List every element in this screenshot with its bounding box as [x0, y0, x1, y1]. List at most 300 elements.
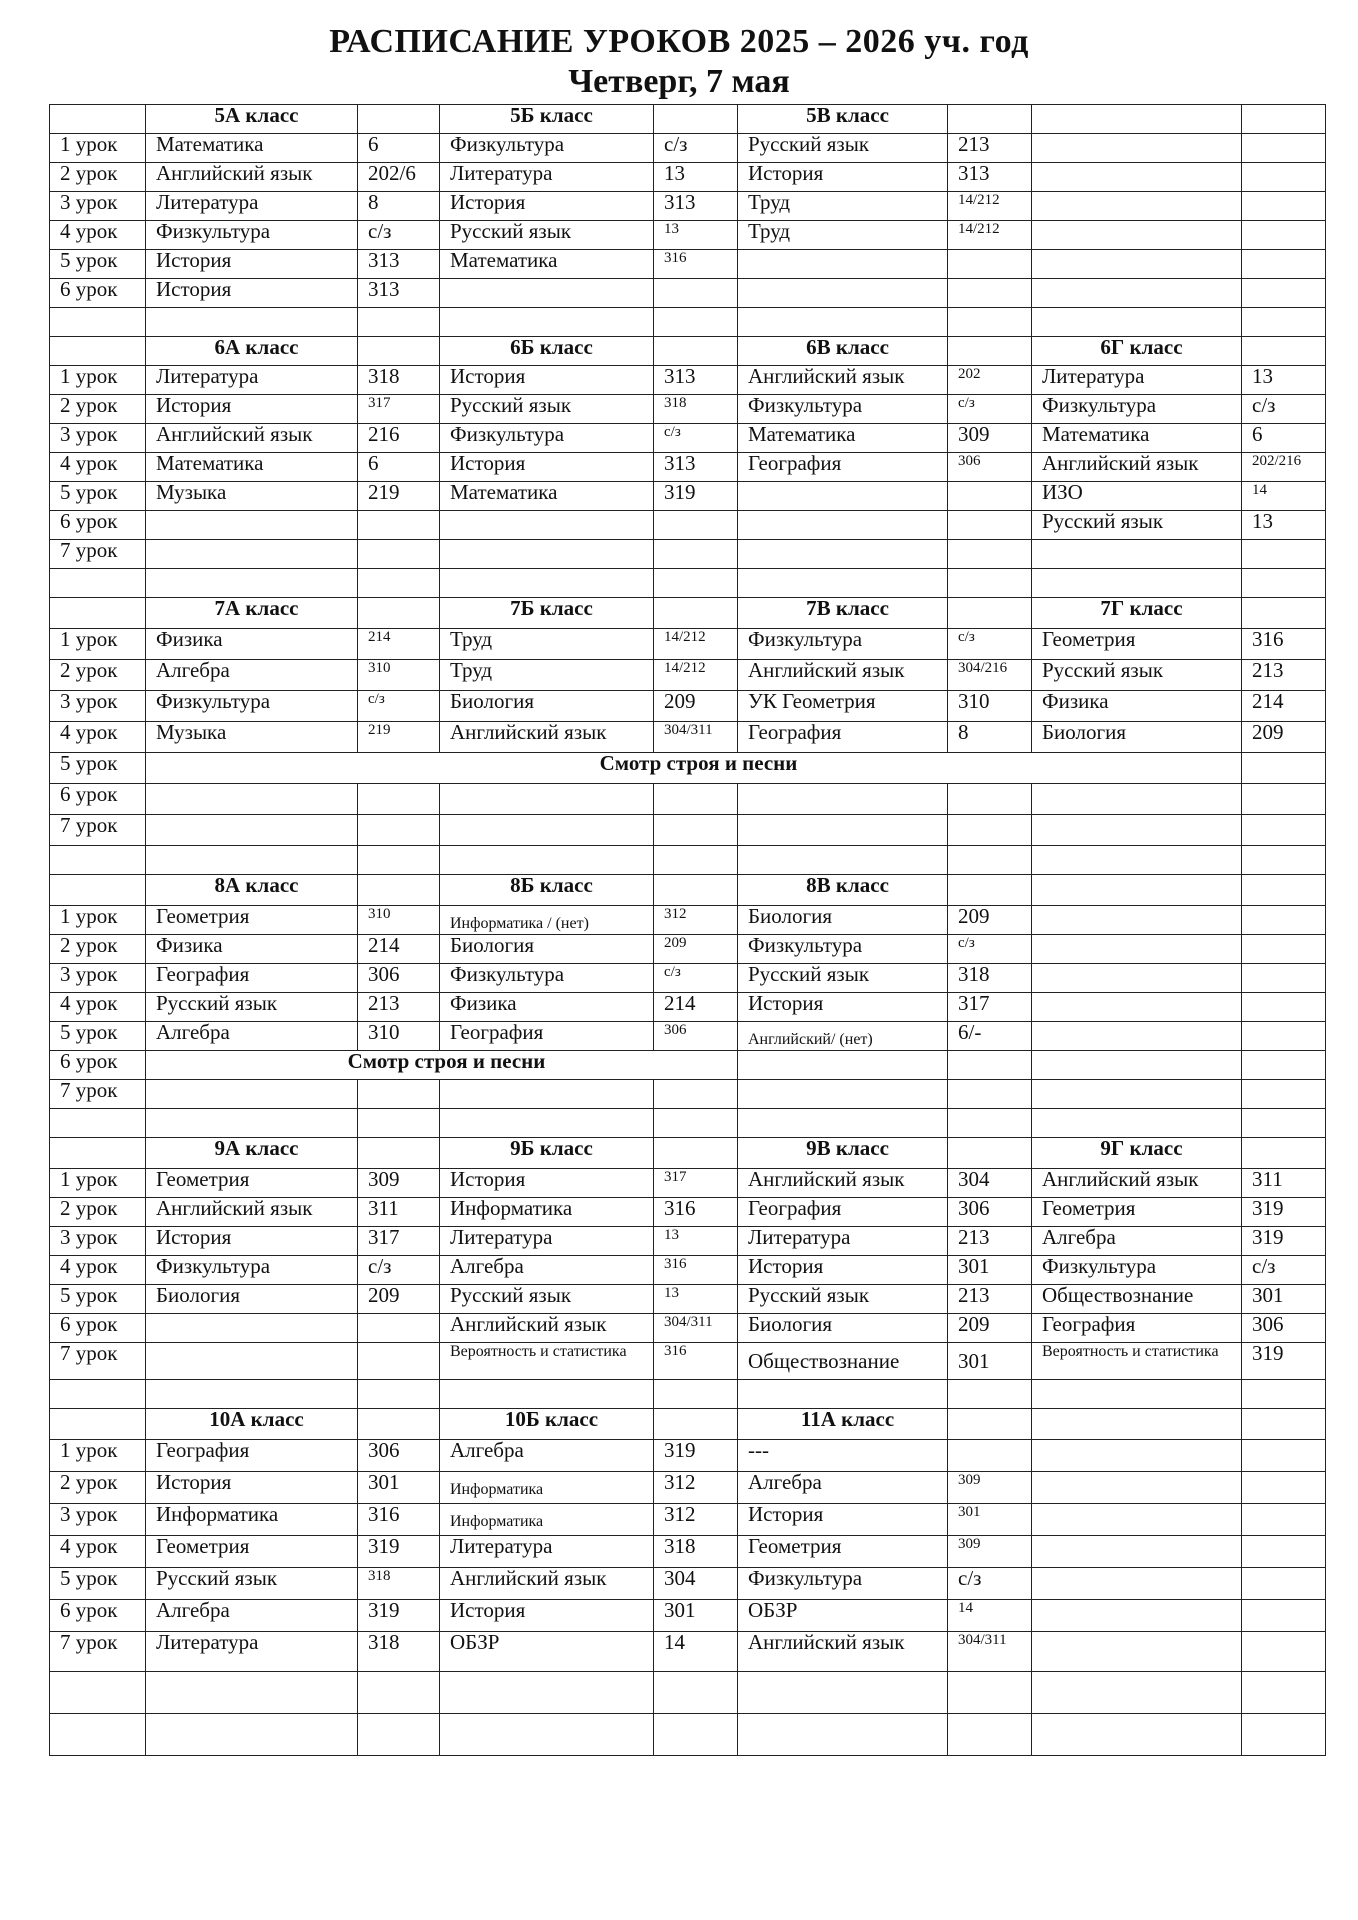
header-room-cell — [654, 105, 738, 134]
spacer-row — [50, 308, 1326, 337]
room-cell — [358, 1343, 440, 1380]
lesson-number: 3 урок — [50, 1227, 146, 1256]
header-room-cell — [358, 105, 440, 134]
room-cell: 213 — [948, 134, 1032, 163]
empty-cell — [738, 1380, 948, 1409]
room-cell — [948, 511, 1032, 540]
lesson-number: 6 урок — [50, 511, 146, 540]
empty-cell — [440, 1672, 654, 1714]
header-room-cell — [654, 1138, 738, 1169]
header-room-cell — [948, 337, 1032, 366]
lesson-row — [50, 163, 1326, 192]
class-header-row — [50, 105, 1326, 134]
empty-cell — [440, 308, 654, 337]
room-cell: 301 — [1242, 1285, 1326, 1314]
subject-cell — [146, 540, 358, 569]
subject-cell — [440, 784, 654, 815]
subject-cell: Русский язык — [1032, 660, 1242, 691]
subject-cell: Английский язык — [738, 660, 948, 691]
empty-cell — [146, 308, 358, 337]
subject-cell: Литература — [146, 192, 358, 221]
empty-cell — [1032, 308, 1242, 337]
empty-cell — [738, 1714, 948, 1756]
lesson-row — [50, 1198, 1326, 1227]
room-cell — [1242, 1440, 1326, 1472]
subject-cell: Русский язык — [440, 395, 654, 424]
subject-cell: История — [440, 453, 654, 482]
empty-cell — [440, 1109, 654, 1138]
lesson-row — [50, 660, 1326, 691]
subject-cell — [146, 511, 358, 540]
subject-cell: История — [440, 192, 654, 221]
subject-cell: Русский язык — [1032, 511, 1242, 540]
lesson-row — [50, 221, 1326, 250]
subject-cell: Физкультура — [146, 691, 358, 722]
subject-cell — [440, 540, 654, 569]
subject-cell — [1032, 993, 1242, 1022]
room-cell: 313 — [358, 250, 440, 279]
header-room-cell — [1242, 1138, 1326, 1169]
lesson-number: 1 урок — [50, 906, 146, 935]
subject-cell — [1032, 935, 1242, 964]
subject-cell: Литература — [440, 1227, 654, 1256]
subject-cell: Физкультура — [440, 964, 654, 993]
room-cell: 318 — [948, 964, 1032, 993]
header-room-cell — [1242, 875, 1326, 906]
room-cell: 13 — [1242, 511, 1326, 540]
subject-cell: Алгебра — [440, 1440, 654, 1472]
room-cell: 6 — [358, 453, 440, 482]
subject-cell — [440, 815, 654, 846]
lesson-number: 2 урок — [50, 1198, 146, 1227]
lesson-row — [50, 1600, 1326, 1632]
lesson-number: 1 урок — [50, 134, 146, 163]
empty-cell — [1242, 1051, 1326, 1080]
subject-cell: Литература — [1032, 366, 1242, 395]
subject-cell: ОБЗР — [738, 1600, 948, 1632]
room-cell: с/з — [948, 395, 1032, 424]
subject-cell: Физкультура — [738, 629, 948, 660]
room-cell — [1242, 540, 1326, 569]
lesson-row — [50, 629, 1326, 660]
room-cell — [654, 784, 738, 815]
subject-cell: Математика — [1032, 424, 1242, 453]
empty-cell — [146, 846, 358, 875]
subject-cell: Физкультура — [440, 424, 654, 453]
class-header-row — [50, 598, 1326, 629]
subject-cell: Труд — [738, 192, 948, 221]
room-cell: 304/311 — [654, 1314, 738, 1343]
subject-cell — [146, 815, 358, 846]
room-cell: 313 — [654, 453, 738, 482]
lesson-row — [50, 279, 1326, 308]
empty-cell — [50, 308, 146, 337]
subject-cell: Биология — [738, 1314, 948, 1343]
subject-cell: Английский язык — [440, 1568, 654, 1600]
subject-cell — [738, 250, 948, 279]
room-cell: 301 — [358, 1472, 440, 1504]
lesson-number: 1 урок — [50, 1169, 146, 1198]
subject-cell: География — [146, 1440, 358, 1472]
room-cell: 310 — [358, 660, 440, 691]
room-cell: 306 — [358, 964, 440, 993]
spacer-row — [50, 846, 1326, 875]
lesson-number: 5 урок — [50, 753, 146, 784]
lesson-number: 3 урок — [50, 691, 146, 722]
room-cell: 14 — [654, 1632, 738, 1672]
subject-cell: Алгебра — [440, 1256, 654, 1285]
empty-cell — [358, 1672, 440, 1714]
lesson-number: 6 урок — [50, 1314, 146, 1343]
room-cell — [948, 482, 1032, 511]
subject-cell: Обществознание — [1032, 1285, 1242, 1314]
class-name-header: 6В класс — [738, 337, 948, 366]
room-cell — [654, 279, 738, 308]
subject-cell — [1032, 1504, 1242, 1536]
empty-cell — [948, 1714, 1032, 1756]
lesson-number: 6 урок — [50, 279, 146, 308]
room-cell — [1242, 1536, 1326, 1568]
class-name-header: 9В класс — [738, 1138, 948, 1169]
lesson-row — [50, 935, 1326, 964]
subject-cell — [1032, 134, 1242, 163]
room-cell: с/з — [1242, 1256, 1326, 1285]
class-name-header — [1032, 1409, 1242, 1440]
header-room-cell — [358, 598, 440, 629]
room-cell: 318 — [358, 366, 440, 395]
empty-cell — [738, 308, 948, 337]
room-cell: 316 — [654, 1256, 738, 1285]
subject-cell: Физика — [440, 993, 654, 1022]
subject-cell — [1032, 784, 1242, 815]
spacer-row — [50, 1380, 1326, 1409]
subject-cell — [1032, 1600, 1242, 1632]
room-cell — [1242, 163, 1326, 192]
room-cell: с/з — [948, 629, 1032, 660]
room-cell: 304 — [948, 1169, 1032, 1198]
subject-cell — [1032, 1472, 1242, 1504]
subject-cell: География — [738, 1198, 948, 1227]
room-cell: 214 — [1242, 691, 1326, 722]
subject-cell: Физкультура — [146, 1256, 358, 1285]
room-cell: с/з — [358, 1256, 440, 1285]
room-cell: 312 — [654, 1504, 738, 1536]
empty-cell — [1242, 308, 1326, 337]
room-cell: 202/216 — [1242, 453, 1326, 482]
subject-cell: Английский язык — [738, 1632, 948, 1672]
lesson-row — [50, 482, 1326, 511]
subject-cell — [440, 1080, 654, 1109]
room-cell: 219 — [358, 722, 440, 753]
subject-cell: ИЗО — [1032, 482, 1242, 511]
room-cell: 301 — [948, 1343, 1032, 1380]
header-room-cell — [654, 598, 738, 629]
empty-cell — [440, 569, 654, 598]
class-name-header: 6Б класс — [440, 337, 654, 366]
header-corner-cell — [50, 337, 146, 366]
lesson-number: 2 урок — [50, 935, 146, 964]
room-cell: 8 — [358, 192, 440, 221]
lesson-number: 4 урок — [50, 453, 146, 482]
lesson-number: 5 урок — [50, 250, 146, 279]
spacer-row — [50, 1109, 1326, 1138]
header-corner-cell — [50, 875, 146, 906]
room-cell: 6 — [358, 134, 440, 163]
room-cell: 8 — [948, 722, 1032, 753]
subject-cell: Физкультура — [1032, 1256, 1242, 1285]
room-cell: 213 — [948, 1227, 1032, 1256]
lesson-number: 5 урок — [50, 1022, 146, 1051]
subject-cell: Русский язык — [146, 1568, 358, 1600]
subject-cell: Информатика — [440, 1504, 654, 1536]
subject-cell: Русский язык — [738, 1285, 948, 1314]
room-cell — [654, 540, 738, 569]
lesson-row — [50, 1314, 1326, 1343]
subject-cell: Физкультура — [1032, 395, 1242, 424]
lesson-row — [50, 1256, 1326, 1285]
room-cell: 214 — [358, 935, 440, 964]
room-cell — [1242, 1568, 1326, 1600]
empty-cell — [50, 1109, 146, 1138]
empty-cell — [948, 846, 1032, 875]
lesson-row — [50, 1022, 1326, 1051]
subject-cell: Информатика — [146, 1504, 358, 1536]
subject-cell: История — [738, 993, 948, 1022]
empty-cell — [1242, 1109, 1326, 1138]
empty-cell — [1032, 846, 1242, 875]
lesson-number: 3 урок — [50, 1504, 146, 1536]
room-cell: 306 — [1242, 1314, 1326, 1343]
subject-cell: Геометрия — [738, 1536, 948, 1568]
class-name-header: 6Г класс — [1032, 337, 1242, 366]
room-cell — [948, 1440, 1032, 1472]
room-cell — [1242, 1080, 1326, 1109]
empty-cell — [654, 1109, 738, 1138]
lesson-row — [50, 511, 1326, 540]
empty-cell — [654, 569, 738, 598]
empty-cell — [654, 1380, 738, 1409]
room-cell — [1242, 1600, 1326, 1632]
room-cell: 213 — [1242, 660, 1326, 691]
room-cell — [1242, 1022, 1326, 1051]
room-cell: 214 — [654, 993, 738, 1022]
subject-cell — [1032, 1536, 1242, 1568]
subject-cell — [738, 511, 948, 540]
room-cell: 209 — [1242, 722, 1326, 753]
subject-cell: Труд — [440, 660, 654, 691]
subject-cell — [1032, 279, 1242, 308]
empty-cell — [1242, 1714, 1326, 1756]
room-cell: с/з — [654, 424, 738, 453]
subject-cell: УК Геометрия — [738, 691, 948, 722]
lesson-row — [50, 1227, 1326, 1256]
lesson-number: 1 урок — [50, 366, 146, 395]
room-cell: 319 — [358, 1600, 440, 1632]
lesson-row — [50, 1536, 1326, 1568]
subject-cell: Английский язык — [738, 1169, 948, 1198]
class-name-header: 11А класс — [738, 1409, 948, 1440]
room-cell: 13 — [1242, 366, 1326, 395]
subject-cell: Математика — [146, 453, 358, 482]
room-cell: 318 — [654, 395, 738, 424]
lesson-number: 4 урок — [50, 993, 146, 1022]
subject-cell: Труд — [738, 221, 948, 250]
empty-cell — [146, 1672, 358, 1714]
class-header-row — [50, 1409, 1326, 1440]
lesson-number: 7 урок — [50, 815, 146, 846]
subject-cell: История — [738, 163, 948, 192]
room-cell: 317 — [358, 395, 440, 424]
room-cell: 209 — [358, 1285, 440, 1314]
subject-cell — [146, 1080, 358, 1109]
lesson-number: 3 урок — [50, 424, 146, 453]
room-cell: 310 — [358, 906, 440, 935]
lesson-number: 7 урок — [50, 1632, 146, 1672]
room-cell — [948, 815, 1032, 846]
subject-cell — [738, 1080, 948, 1109]
subject-cell — [1032, 250, 1242, 279]
spacer-row — [50, 1714, 1326, 1756]
room-cell: 316 — [654, 1343, 738, 1380]
header-room-cell — [948, 598, 1032, 629]
class-name-header: 5Б класс — [440, 105, 654, 134]
room-cell: с/з — [1242, 395, 1326, 424]
empty-cell — [1032, 1109, 1242, 1138]
room-cell: 14 — [948, 1600, 1032, 1632]
lesson-row — [50, 753, 1326, 784]
room-cell: 312 — [654, 1472, 738, 1504]
room-cell: 216 — [358, 424, 440, 453]
lesson-number: 7 урок — [50, 1343, 146, 1380]
subject-cell: Музыка — [146, 482, 358, 511]
class-name-header: 8В класс — [738, 875, 948, 906]
header-corner-cell — [50, 105, 146, 134]
lesson-number: 4 урок — [50, 221, 146, 250]
subject-cell: География — [1032, 1314, 1242, 1343]
header-room-cell — [654, 1409, 738, 1440]
room-cell: 301 — [948, 1256, 1032, 1285]
empty-cell — [146, 1714, 358, 1756]
lesson-row — [50, 453, 1326, 482]
lesson-number: 2 урок — [50, 395, 146, 424]
empty-cell — [1032, 1714, 1242, 1756]
empty-cell — [440, 1714, 654, 1756]
header-room-cell — [358, 875, 440, 906]
empty-cell — [654, 1714, 738, 1756]
room-cell — [1242, 192, 1326, 221]
subject-cell: Физкультура — [738, 935, 948, 964]
room-cell — [654, 815, 738, 846]
room-cell: 304/311 — [654, 722, 738, 753]
subject-cell: Алгебра — [738, 1472, 948, 1504]
merged-event-cell: Смотр строя и песни — [146, 1051, 738, 1080]
room-cell: 304/216 — [948, 660, 1032, 691]
room-cell: с/з — [358, 221, 440, 250]
subject-cell: Литература — [146, 1632, 358, 1672]
subject-cell — [1032, 815, 1242, 846]
lesson-row — [50, 815, 1326, 846]
empty-cell — [1032, 569, 1242, 598]
subject-cell: История — [146, 395, 358, 424]
subject-cell: Литература — [738, 1227, 948, 1256]
empty-cell — [948, 1109, 1032, 1138]
header-room-cell — [654, 337, 738, 366]
subject-cell: История — [146, 279, 358, 308]
room-cell: 202/6 — [358, 163, 440, 192]
subject-cell: Информатика / (нет) — [440, 906, 654, 935]
header-corner-cell — [50, 598, 146, 629]
room-cell: 214 — [358, 629, 440, 660]
room-cell — [358, 815, 440, 846]
subject-cell — [1032, 221, 1242, 250]
lesson-row — [50, 691, 1326, 722]
header-room-cell — [948, 1409, 1032, 1440]
class-name-header: 5В класс — [738, 105, 948, 134]
lesson-row — [50, 192, 1326, 221]
empty-cell — [948, 1051, 1032, 1080]
header-room-cell — [358, 1138, 440, 1169]
subject-cell — [738, 784, 948, 815]
room-cell: 319 — [654, 1440, 738, 1472]
room-cell: 209 — [948, 906, 1032, 935]
empty-cell — [654, 308, 738, 337]
subject-cell: Физкультура — [738, 1568, 948, 1600]
subject-cell: Математика — [146, 134, 358, 163]
subject-cell: Информатика — [440, 1198, 654, 1227]
room-cell: 209 — [654, 935, 738, 964]
empty-cell — [948, 1380, 1032, 1409]
header-room-cell — [358, 337, 440, 366]
room-cell: 301 — [948, 1504, 1032, 1536]
room-cell — [654, 1080, 738, 1109]
subject-cell — [1032, 1440, 1242, 1472]
room-cell: 306 — [948, 1198, 1032, 1227]
room-cell: 318 — [358, 1568, 440, 1600]
subject-cell — [1032, 906, 1242, 935]
subject-cell: Математика — [738, 424, 948, 453]
lesson-number: 6 урок — [50, 1051, 146, 1080]
empty-cell — [738, 1109, 948, 1138]
subject-cell: Английский язык — [146, 163, 358, 192]
subject-cell: Геометрия — [146, 1169, 358, 1198]
class-header-row — [50, 875, 1326, 906]
empty-cell — [358, 308, 440, 337]
room-cell: 14/212 — [654, 629, 738, 660]
room-cell — [1242, 1632, 1326, 1672]
subject-cell: Алгебра — [146, 1022, 358, 1051]
subject-cell: Английский язык — [738, 366, 948, 395]
subject-cell: ОБЗР — [440, 1632, 654, 1672]
subject-cell: Литература — [146, 366, 358, 395]
lesson-row — [50, 366, 1326, 395]
subject-cell: Обществознание — [738, 1343, 948, 1380]
room-cell: с/з — [654, 964, 738, 993]
room-cell: 13 — [654, 1227, 738, 1256]
empty-cell — [358, 1380, 440, 1409]
lesson-row — [50, 1343, 1326, 1380]
subject-cell: Русский язык — [146, 993, 358, 1022]
empty-cell — [50, 846, 146, 875]
subject-cell: Алгебра — [146, 660, 358, 691]
empty-cell — [146, 1380, 358, 1409]
subject-cell: Геометрия — [1032, 1198, 1242, 1227]
subject-cell: Русский язык — [440, 221, 654, 250]
document-title: РАСПИСАНИЕ УРОКОВ 2025 – 2026 уч. год — [329, 23, 1029, 60]
header-room-cell — [1242, 337, 1326, 366]
room-cell: 316 — [1242, 629, 1326, 660]
subject-cell: Английский/ (нет) — [738, 1022, 948, 1051]
subject-cell: Биология — [440, 691, 654, 722]
